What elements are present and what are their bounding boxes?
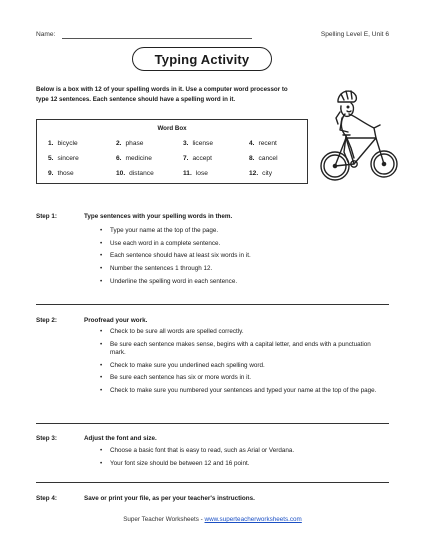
intro-text: Below is a box with 12 of your spelling words in it. Use a computer word processor to type 12 sentences. Each sentence should have a spelling word in it. xyxy=(36,86,288,103)
step-label: Step 3: xyxy=(36,435,57,442)
step-title: Save or print your file, as per your teacher's instructions. xyxy=(84,495,255,502)
name-label: Name: xyxy=(36,31,56,38)
step-bullet: • Choose a basic font that is easy to read, such as Arial or Verdana. xyxy=(100,447,385,455)
step-bullet: • Be sure each sentence has six or more words in it. xyxy=(100,374,385,382)
step-bullet: • Check to be sure all words are spelled correctly. xyxy=(100,328,385,336)
step-bullet-list xyxy=(100,447,385,472)
section-divider xyxy=(36,482,389,483)
step-label: Step 4: xyxy=(36,495,57,502)
step-label: Step 2: xyxy=(36,317,57,324)
word-item: 3. license xyxy=(183,140,214,147)
word-item: 9. those xyxy=(48,170,74,177)
step-bullet: • Use each word in a complete sentence. xyxy=(100,240,385,248)
word-item: 5. sincere xyxy=(48,155,79,162)
section-divider xyxy=(36,304,389,305)
page-title: Typing Activity xyxy=(154,51,250,67)
footer-link[interactable]: www.superteacherworksheets.com xyxy=(204,516,302,523)
child-on-bicycle-illustration xyxy=(318,78,400,188)
step-bullet: • Type your name at the top of the page. xyxy=(100,227,385,235)
step-title: Proofread your work. xyxy=(84,317,148,324)
word-item: 6. medicine xyxy=(116,155,152,162)
name-blank-line xyxy=(62,38,252,39)
word-box xyxy=(36,119,308,184)
word-item: 12. city xyxy=(249,170,273,177)
step-bullet: • Check to make sure you numbered your sentences and typed your name at the top of the page. xyxy=(100,387,385,395)
section-divider xyxy=(36,423,389,424)
step-title: Adjust the font and size. xyxy=(84,435,157,442)
step-bullet: • Each sentence should have at least six words in it. xyxy=(100,252,385,260)
step-bullet: • Be sure each sentence makes sense, begins with a capital letter, and ends with a punctuation mark. xyxy=(100,341,385,357)
page-header xyxy=(36,31,389,43)
word-item: 1. bicycle xyxy=(48,140,78,147)
step-bullet: • Check to make sure you underlined each spelling word. xyxy=(100,362,385,370)
step-bullet: • Number the sentences 1 through 12. xyxy=(100,265,385,273)
spelling-level-label: Spelling Level E, Unit 6 xyxy=(320,31,389,38)
step-bullet: • Underline the spelling word in each sentence. xyxy=(100,278,385,286)
title-box xyxy=(132,47,272,71)
page-footer xyxy=(0,516,425,523)
step-bullet: • Your font size should be between 12 and 16 point. xyxy=(100,460,385,468)
word-item: 11. lose xyxy=(183,170,208,177)
word-item: 10. distance xyxy=(116,170,154,177)
step-bullet-list xyxy=(100,328,385,400)
word-item: 2. phase xyxy=(116,140,144,147)
step-bullet-list xyxy=(100,227,385,291)
step-label: Step 1: xyxy=(36,213,57,220)
word-item: 4. recent xyxy=(249,140,277,147)
word-item: 8. cancel xyxy=(249,155,278,162)
footer-text: Super Teacher Worksheets - xyxy=(123,516,205,523)
step-title: Type sentences with your spelling words in them. xyxy=(84,213,233,220)
word-item: 7. accept xyxy=(183,155,212,162)
word-box-title: Word Box xyxy=(157,125,187,132)
